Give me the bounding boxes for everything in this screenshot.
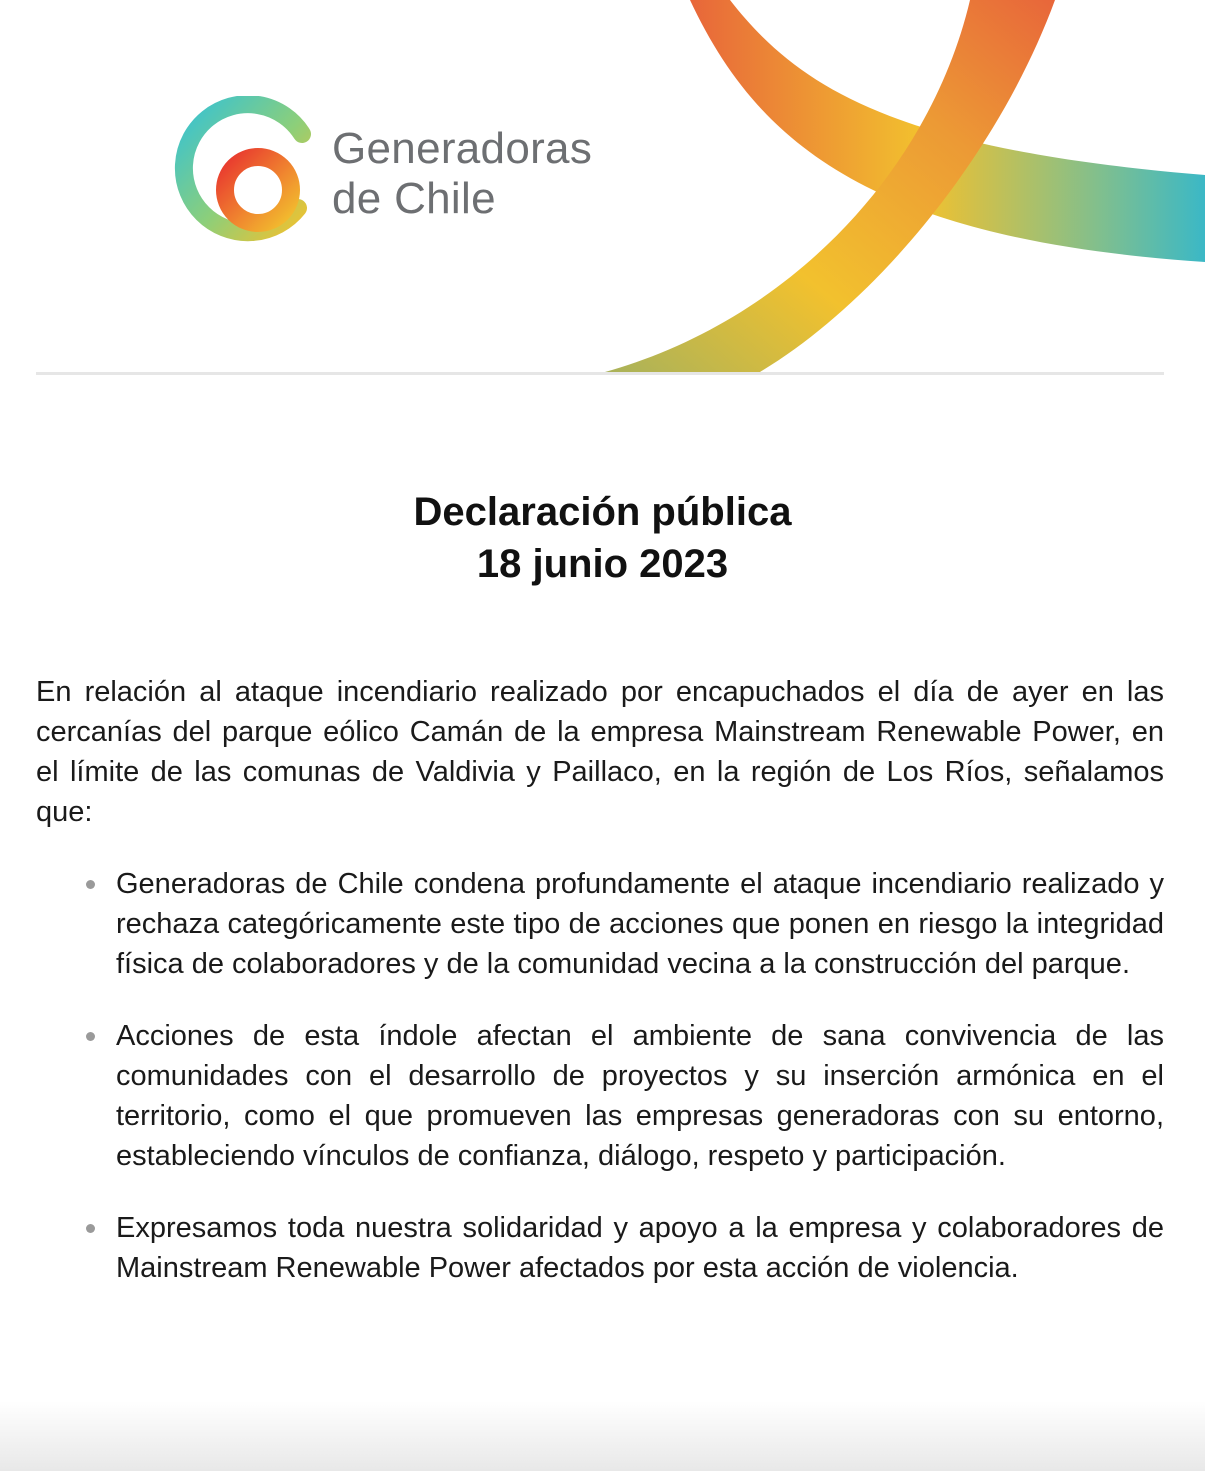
brand-logo <box>172 96 642 248</box>
declaration-title: Declaración pública <box>413 490 792 534</box>
list-item <box>36 864 1164 984</box>
brand-name-line1: Generadoras <box>332 124 593 173</box>
intro-paragraph: En relación al ataque incendiario realizado por encapuchados el día de ayer en las cercanías del parque eólico Camán de la empresa Mainstream Renewable Power, en el límite de las comunas de Valdivia y Paillaco, en la región de Los Ríos, señalamos que: <box>36 676 1164 828</box>
declaration-heading <box>0 486 1205 590</box>
bullet-icon <box>86 880 95 889</box>
logo-mark-icon <box>172 96 322 248</box>
list-item-text: Acciones de esta índole afectan el ambiente de sana convivencia de las comunidades con el desarrollo de proyectos y su inserción armónica en el territorio, como el que promueven las empresas generadoras con su entorno, estableciendo vínculos de confianza, diálogo, respeto y participación. <box>116 1020 1164 1172</box>
bullet-icon <box>86 1032 95 1041</box>
bottom-fade <box>0 1401 1205 1471</box>
list-item-text: Expresamos toda nuestra solidaridad y apoyo a la empresa y colaboradores de Mainstream Renewable Power afectados por esta acción de violencia. <box>116 1212 1164 1284</box>
brand-wordmark <box>332 124 592 224</box>
list-item-text: Generadoras de Chile condena profundamente el ataque incendiario realizado y rechaza categóricamente este tipo de acciones que ponen en riesgo la integridad física de colaboradores y de la comunidad vecina a la construcción del parque. <box>116 868 1164 980</box>
header-banner <box>0 0 1205 372</box>
list-item <box>36 1208 1164 1288</box>
bullet-icon <box>86 1224 95 1233</box>
declaration-date: 18 junio 2023 <box>476 542 729 586</box>
declaration-body <box>36 672 1164 1320</box>
brand-name-line2: de Chile <box>332 174 496 223</box>
list-item <box>36 1016 1164 1176</box>
header-divider <box>36 372 1164 375</box>
statement-list <box>36 864 1164 1288</box>
